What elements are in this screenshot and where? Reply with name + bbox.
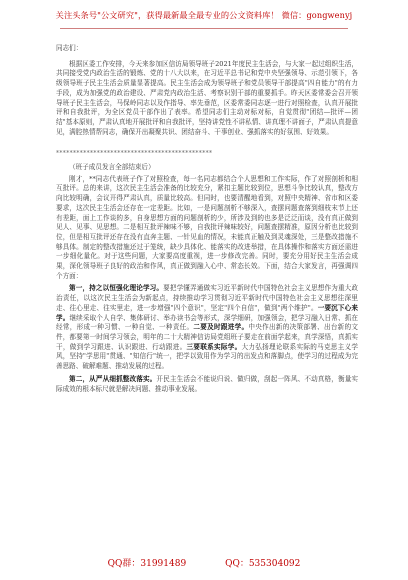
summary-paragraph: 刚才，**同志代表班子作了对照检查，每一名同志都结合个人思想和工作实际，作了对照剖析和相互批评。总的来讲，这次民主生活会准备的比较充分，紧扣主题比较到位，思想斗争比较认真，整改方向比较明确，会议开得严肃认真，质量比较高。但同时，也要清醒地看到，对照中央精神、省市和区委要求，这次民主生活会还存在一定差距。比如，一是问题剖析不够深入，查摆问题查落到细枝末节上还有差距，面上工作谈的多，自身思想方面的问题剖析的少，所涉及到的也多是泛泛而谈，没有真正做到见人、见事、见思想。二是相互批评辣味不够，自我批评辣味较好，问题查摆精准，原因分析也比较到位，但是相互批评还存在没有直奔主题、一针见血的情况，未能真正触及到灵魂深处，三是整改措施不够具体。制定的整改措施还过于笼统，缺少具体化、能落实的改进举措，在具体操作和落实方面还需进一步细化量化。对于这些问题，大家要高度重视，进一步修改完善。同时，要充分用好民主生活会成果，深化领导班子良好的政治和作风，真正做到融入心中、常态长效。下面，结合大家发言，再强调四个方面：: [56, 174, 358, 280]
section-text: 要把学懂弄通做实习近平新时代中国特色社会主义思想作为重大政治责任，以这次民主生活会为新起点，持续推动学习贯彻习近平新时代中国特色社会主义思想往深里走、往心里走、往实里走，进一步增强"四个意识"，坚定"四个自信"，做到"两个维护"。: [56, 284, 359, 312]
qq-group: QQ群：31991489: [107, 559, 187, 569]
section-rectification: [56, 375, 358, 394]
qq-contact: QQ：535304092: [225, 559, 301, 569]
section-text: 开民主生活会不能说归说、做归做，刮起一阵风、不动真格，衡量实际成效的根本标尺就是解决问题、推动事业发展。: [56, 374, 359, 393]
stage-note: （班子成员发言全部结束后）: [69, 163, 155, 172]
opening-paragraph: 根据区委工作安排，今天来参加区信访局领导班子2021年度民主生活会，与大家一起过组织生活，共同接受党内政治生活的锻炼、党的十八大以来，在习近平总书记和党中央坚强领导、示范引领下，各级领导班子民主生活会质量显著提高。民主生活会成为领导班子和党员领导干部提高"四自能力"的有力手段，成为加强党的政治建设、严肃党内政治生活、考察识别干部的重要抓手。昨天区委常委会召开领导班子民主生活会，马保岭同志以及作指导、率先垂范，区委常委同志逐一进行对照检查，认真开展批评和自我批评，为全区党员干部作出了表率。希望同志们主动对标对标，自觉贯彻"团结—批评—团结"基本原则，严肃认真地开展批评和自我批评，坚持讲党性不讲私情、讲真理不讲面子，严肃认真提意见，满腔热情帮同志，确保开出凝聚共识、团结奋斗、干事创业、强抓落实的好氛围、好效果。: [56, 59, 358, 136]
section-divider: **********************************************: [56, 150, 213, 158]
point-title: 一要沉下心来学。: [56, 303, 358, 322]
section-theory-study: [56, 284, 358, 371]
contact-footer: [0, 556, 408, 569]
document-body: [56, 44, 358, 397]
section-title: 第一，持之以恒强化理论学习。: [69, 284, 164, 293]
section-title: 第二，从严从细抓整改落实。: [69, 374, 157, 383]
greeting: 同志们：: [56, 44, 83, 52]
promo-banner: 关注头条号"公文研究"，获得最新最全最专业的公文资料库！ 微信：gongwenyj: [55, 10, 353, 20]
point-text: 大力弘扬理论联系实际的马克思主义学风，坚持"学思用"贯通、"知信行"统一，把学以致用作为学习的出发点和落脚点，使学习的过程成为完善思路、破解难题、推动发展的过程。: [56, 342, 359, 371]
point-title: 二要及时跟进学。: [193, 323, 249, 332]
point-title: 三要联系实际学。: [186, 342, 242, 351]
point-text: 继续采取个人自学、集体研讨、举办读书会等形式，深学细研，加强领会，把学习融入日常、抓在经常，形成一种习惯、一种自觉、一种责任。: [56, 313, 359, 332]
banner-divider: [60, 28, 348, 29]
point-text: 中央作出新的决策部署、出台新的文件，都要第一时间学习领会，明年的二十大精神信访局党组班子要走在前面学起来，真学深悟，真抓实干，做到学习跟进、认识跟进、行动跟进。: [56, 323, 359, 351]
